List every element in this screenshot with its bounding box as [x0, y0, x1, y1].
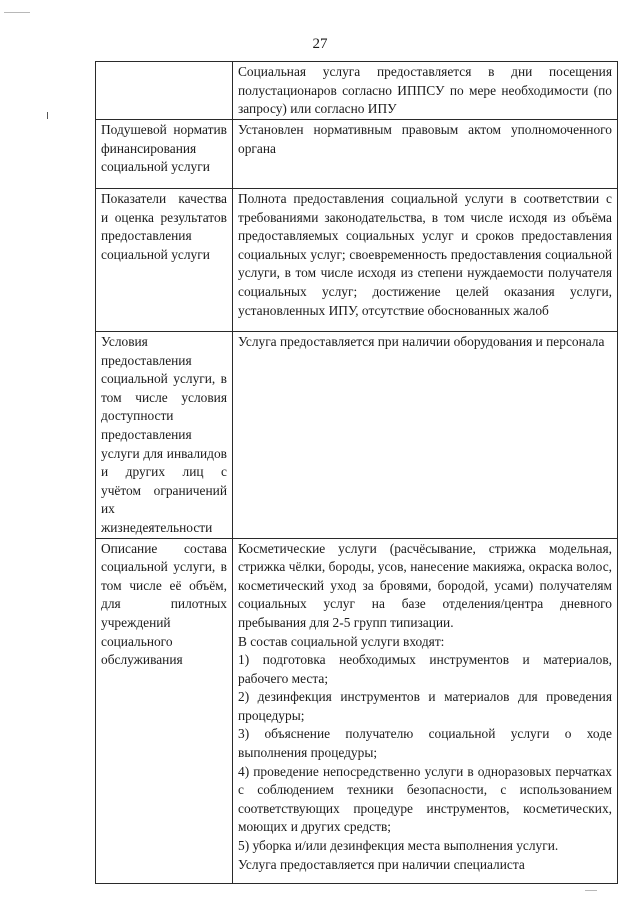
scan-artifact [47, 112, 48, 119]
row-label: Описание состава социальной услуги, в том числе её объём, для пилотных учреждений социального обслуживания [96, 538, 233, 883]
scan-artifact [585, 890, 597, 891]
table-row [96, 120, 618, 189]
row-value [233, 538, 618, 883]
table-row [96, 332, 618, 539]
row-value-line: 5) уборка и/или дезинфекция места выполнения услуги. [238, 838, 559, 854]
table-row [96, 189, 618, 332]
row-value-line: Косметические услуги (расчёсывание, стрижка модельная, стрижка чёлки, бороды, усов, нанесение макияжа, окраска волос, косметический уход за бровями, бородой, усами) получателям социальных услуг на базе отделения/центра дневного пребывания для 2-5 групп типизации. [238, 540, 612, 630]
table-row [96, 62, 618, 120]
row-value-line: Услуга предоставляется при наличии оборудования и персонала [238, 334, 605, 349]
row-value [233, 120, 618, 189]
row-label [96, 62, 233, 120]
row-value-line: 4) проведение непосредственно услуги в одноразовых перчатках с соблюдением техники безопасности, с использованием соответствующих процедуре инструментов, косметических, моющих и других средств; [238, 763, 612, 835]
row-value-line: 2) дезинфекция инструментов и материалов для проведения процедуры; [238, 689, 612, 723]
row-value-line: 3) объяснение получателю социальной услуги о ходе выполнения процедуры; [238, 726, 612, 761]
row-label: Условия предоставления социальной услуги, в том числе условия доступности предоставления услуги для инвалидов и других лиц с учётом ограничений их жизнедеятельности [96, 332, 233, 539]
service-description-table [95, 61, 618, 884]
row-value-line: Установлен нормативным правовым актом уполномоченного органа [238, 122, 612, 156]
table-row [96, 538, 618, 883]
row-value-line: 1) подготовка необходимых инструментов и материалов, рабочего места; [238, 652, 612, 686]
scan-artifact [4, 12, 30, 13]
row-value-line: Полнота предоставления социальной услуги в соответствии с требованиями законодательства, в том числе исходя из объёма предоставляемых социальных услуг и сроков предоставления социальных услуг; своевременность предоставления социальной услуги, в том числе исходя из степени нуждаемости получателя социальных услуг; достижение целей оказания услуги, установленных ИПУ, отсутствие обоснованных жалоб [238, 191, 612, 318]
row-label: Подушевой норматив финансирования социальной услуги [96, 120, 233, 189]
row-value-line: Социальная услуга предоставляется в дни посещения полустационаров согласно ИППСУ по мере необходимости (по запросу) или согласно ИПУ [238, 64, 612, 117]
row-label: Показатели качества и оценка результатов предоставления социальной услуги [96, 189, 233, 332]
row-value-line: В состав социальной услуги входят: [238, 633, 445, 649]
page-number: 27 [312, 36, 328, 52]
row-value [233, 332, 618, 539]
row-value [233, 189, 618, 332]
row-value [233, 62, 618, 120]
row-value-line: Услуга предоставляется при наличии специалиста [238, 856, 525, 872]
